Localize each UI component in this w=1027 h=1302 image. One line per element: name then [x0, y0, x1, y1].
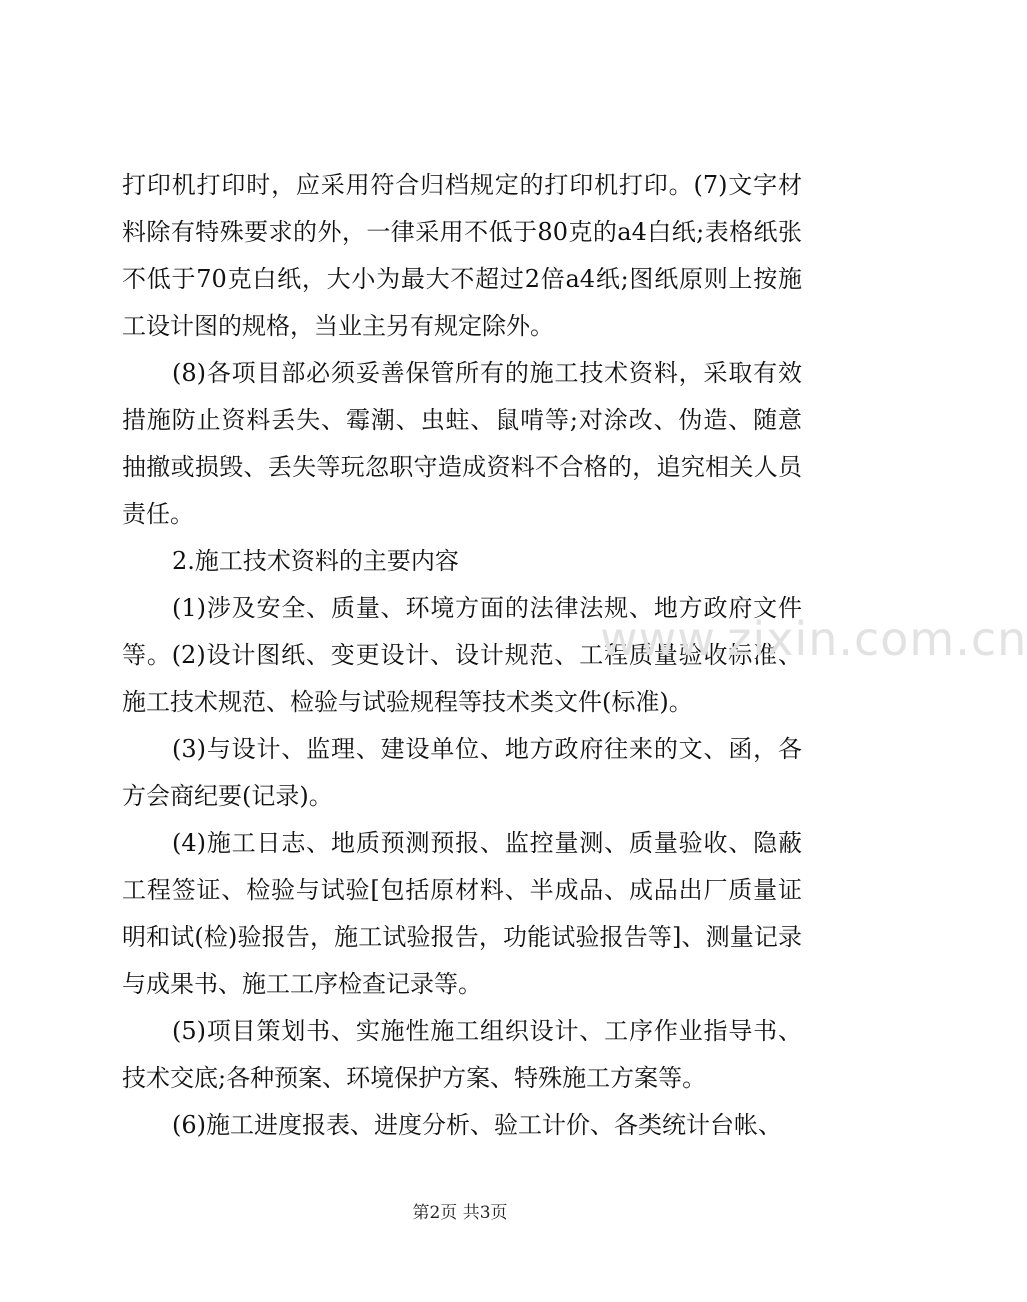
paragraph-item-3: (3)与设计、监理、建设单位、地方政府往来的文、函，各方会商纪要(记录)。 — [122, 735, 802, 810]
paragraph-item-8: (8)各项目部必须妥善保管所有的施工技术资料，采取有效措施防止资料丢失、霉潮、虫蛀、鼠啃等;对涂改、伪造、随意抽撤或损毁、丢失等玩忽职守造成资料不合格的，追究相关人员责任。 — [122, 359, 802, 528]
section-heading-main-contents: 2.施工技术资料的主要内容 — [172, 547, 459, 575]
paragraph-item-4: (4)施工日志、地质预测预报、监控量测、质量验收、隐蔽工程签证、检验与试验[包括原材料、半成品、成品出厂质量证明和试(检)验报告，施工试验报告，功能试验报告等]、测量记录与成果书、施工工序检查记录等。 — [122, 829, 802, 998]
watermark-text: www.zixin.com.cn — [600, 612, 1027, 666]
paragraph-item-6: (6)施工进度报表、进度分析、验工计价、各类统计台帐、 — [172, 1111, 782, 1139]
paragraph-item-5: (5)项目策划书、实施性施工组织设计、工序作业指导书、技术交底;各种预案、环境保护方案、特殊施工方案等。 — [122, 1017, 802, 1092]
paragraph-item-1-2: (1)涉及安全、质量、环境方面的法律法规、地方政府文件等。(2)设计图纸、变更设计、设计规范、工程质量验收标准、施工技术规范、检验与试验规程等技术类文件(标准)。 — [122, 594, 802, 716]
document-body — [122, 162, 802, 1149]
page-number-footer: 第2页 共3页 — [412, 1203, 508, 1223]
paragraph-archive-printing: 打印机打印时，应采用符合归档规定的打印机打印。(7)文字材料除有特殊要求的外，一律采用不低于80克的a4白纸;表格纸张不低于70克白纸，大小为最大不超过2倍a4纸;图纸原则上按施工设计图的规格，当业主另有规定除外。 — [122, 171, 802, 340]
